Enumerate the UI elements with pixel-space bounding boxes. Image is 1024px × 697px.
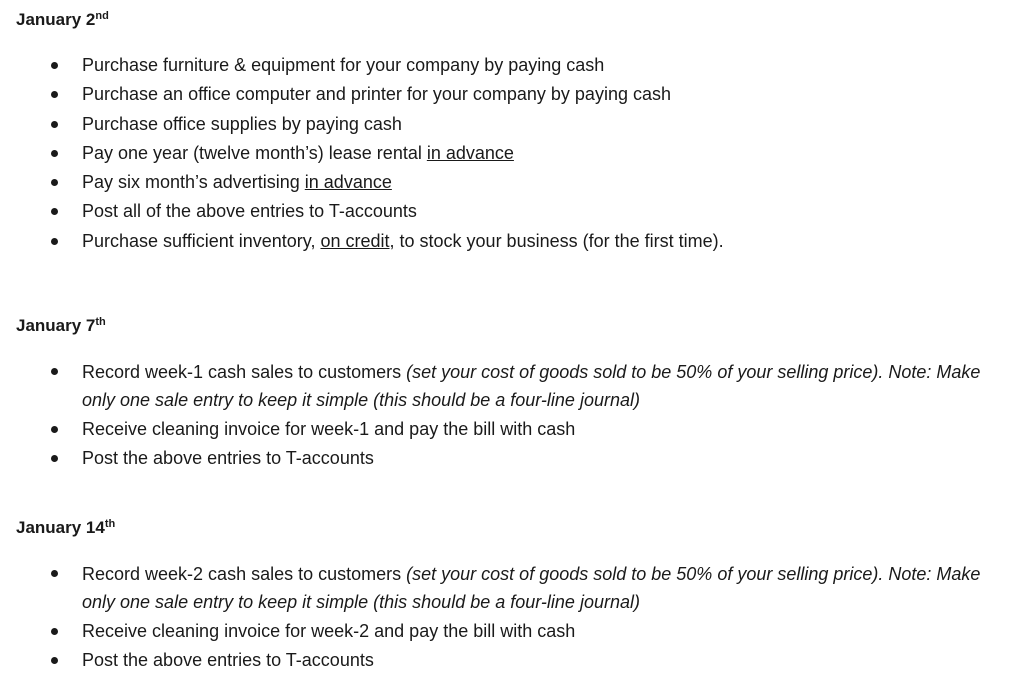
list-item (16, 197, 1008, 226)
underlined-text: in advance (304, 172, 392, 193)
bullet-icon (51, 570, 58, 577)
list-item (16, 415, 1008, 444)
bullet-icon (51, 628, 58, 635)
list-item (16, 559, 1008, 617)
item-text: Receive cleaning invoice for week-1 and pay the bill with cash (82, 419, 576, 439)
heading-text: January 2 (16, 10, 96, 29)
bullet-icon (51, 455, 58, 462)
section-january-14 (16, 517, 1008, 676)
heading-ordinal-suffix: th (104, 518, 116, 530)
list-item (16, 168, 1008, 197)
item-text: Pay six month’s advertising (82, 172, 305, 193)
item-text: Purchase an office computer and printer for your company by paying cash (82, 84, 671, 105)
item-text: Post the above entries to T-accounts (82, 650, 374, 671)
section-heading (16, 9, 1008, 31)
heading-ordinal-suffix: th (95, 316, 106, 328)
section-january-2 (16, 9, 1008, 256)
bullet-icon (51, 62, 58, 69)
bullet-icon (51, 208, 58, 215)
underlined-text: in advance (426, 142, 514, 163)
item-text: Pay one year (twelve month’s) lease rental (82, 142, 427, 163)
item-text: Post all of the above entries to T-accounts (82, 201, 417, 222)
bullet-list (16, 357, 1008, 474)
section-heading (16, 517, 1008, 539)
bullet-icon (51, 150, 58, 157)
item-text: Purchase sufficient inventory, (82, 230, 321, 251)
item-text: Record week-2 cash sales to customers (82, 564, 407, 584)
underlined-text: on credit (320, 230, 390, 251)
bullet-list (16, 51, 1008, 256)
item-text: Receive cleaning invoice for week-2 and pay the bill with cash (82, 621, 576, 641)
item-text: Post the above entries to T-accounts (82, 448, 374, 469)
section-heading (16, 315, 1008, 337)
heading-ordinal-suffix: nd (95, 10, 109, 22)
item-text: Purchase furniture & equipment for your company by paying cash (82, 55, 605, 75)
list-item (16, 51, 1008, 80)
item-text: Purchase office supplies by paying cash (82, 113, 402, 134)
heading-text: January 14 (16, 518, 105, 537)
list-item (16, 646, 1008, 675)
list-item (16, 617, 1008, 646)
bullet-icon (51, 368, 58, 375)
bullet-icon (51, 426, 58, 433)
heading-text: January 7 (16, 316, 96, 335)
bullet-icon (51, 238, 58, 245)
bullet-icon (51, 121, 58, 128)
list-item (16, 110, 1008, 139)
list-item (16, 80, 1008, 109)
section-january-7 (16, 315, 1008, 474)
list-item (16, 139, 1008, 168)
bullet-icon (51, 657, 58, 664)
list-item (16, 357, 1008, 415)
item-text: Record week-1 cash sales to customers (82, 362, 407, 382)
italic-note-text: (set your cost of goods sold to be 50% of your selling price). Note: Make only one sale entry to keep it simple (this should be a four-line journal) (82, 362, 981, 410)
bullet-list (16, 559, 1008, 676)
item-text: , to stock your business (for the first time). (389, 230, 724, 251)
bullet-icon (51, 91, 58, 98)
bullet-icon (51, 179, 58, 186)
list-item (16, 444, 1008, 473)
italic-note-text: (set your cost of goods sold to be 50% of your selling price). Note: Make only one sale entry to keep it simple (this should be a four-line journal) (82, 564, 981, 612)
list-item (16, 227, 1008, 256)
